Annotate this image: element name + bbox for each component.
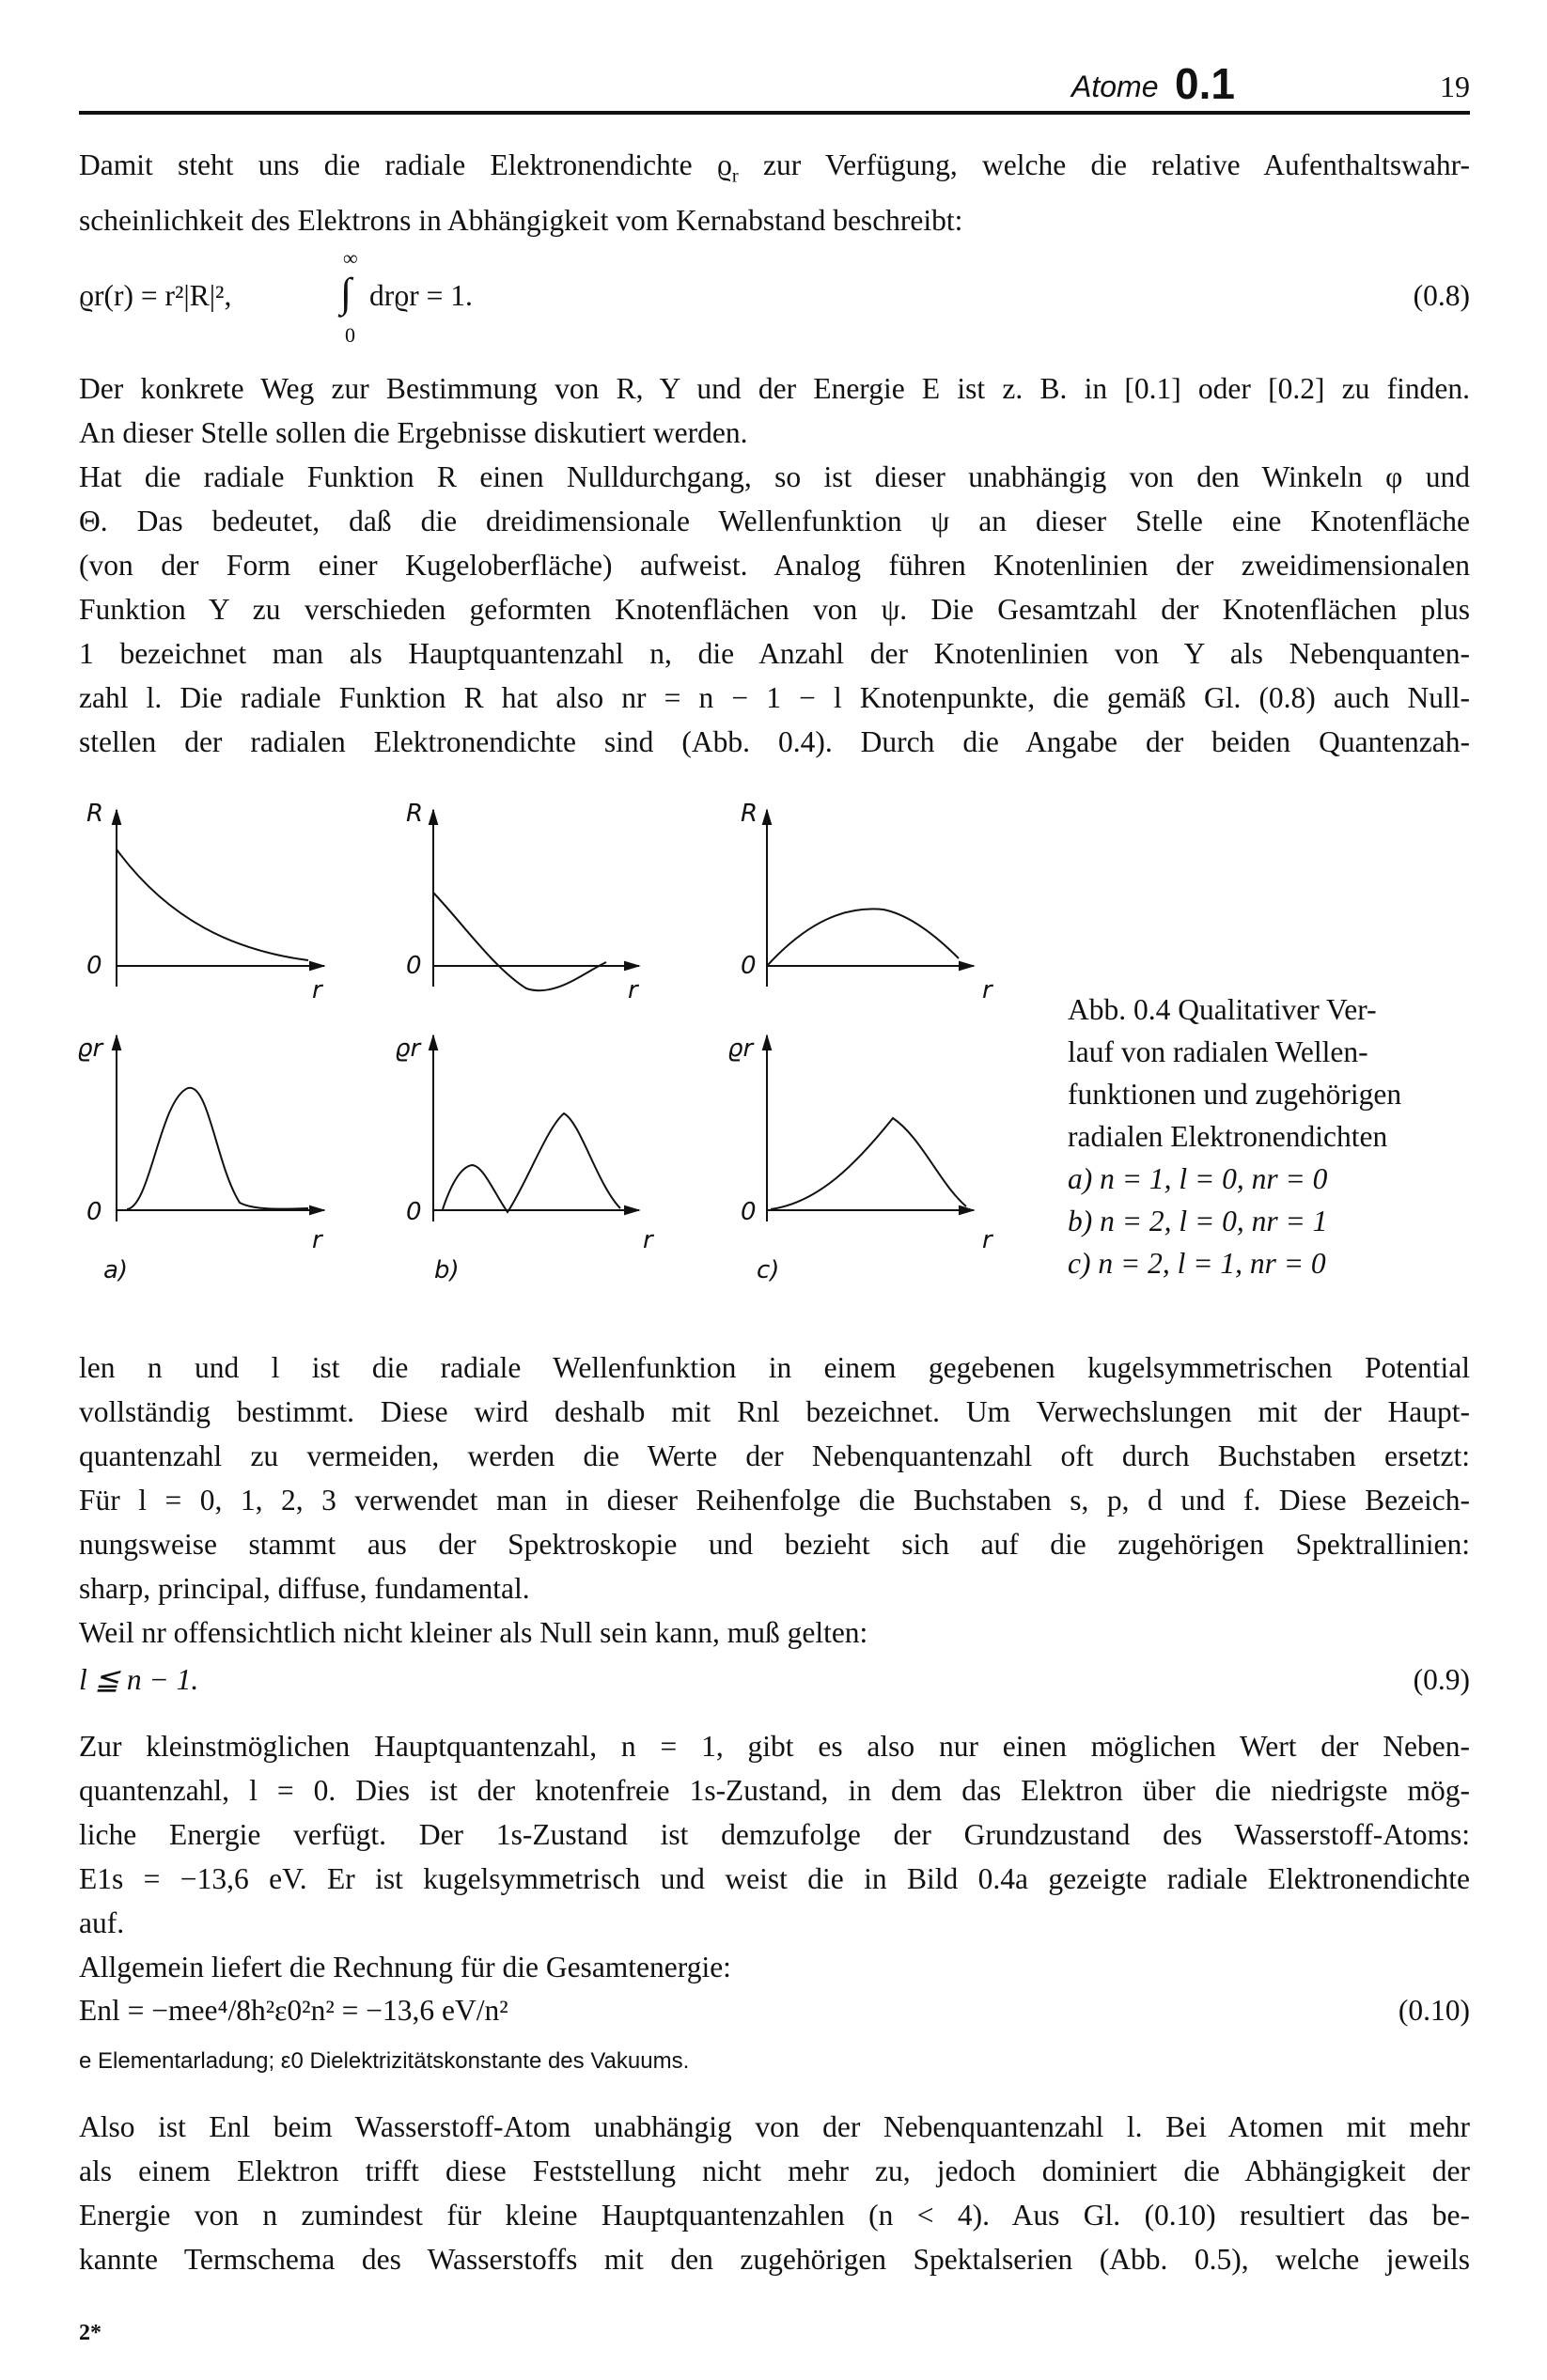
panel-label-c: c) xyxy=(757,1256,780,1284)
text-line: Der konkrete Weg zur Bestimmung von R, Y und der Energie E ist z. B. in [0.1] oder [0.2] zu finden. xyxy=(79,372,1470,405)
equation-number: (0.9) xyxy=(1413,1663,1470,1696)
paragraph-intro xyxy=(79,143,1470,242)
text-line: auf. xyxy=(79,1906,125,1939)
figure-caption xyxy=(1068,988,1472,1284)
text-line: Hat die radiale Funktion R einen Nulldurchgang, so ist dieser unabhängig von den Winkeln φ und xyxy=(79,460,1470,493)
equation-number: (0.8) xyxy=(1413,279,1470,312)
caption-line: a) n = 1, l = 0, nr = 0 xyxy=(1068,1162,1328,1195)
text-line: Θ. Das bedeutet, daß die dreidimensionale Wellenfunktion ψ an dieser Stelle eine Knotenfläche xyxy=(79,505,1470,537)
text-line: Weil nr offensichtlich nicht kleiner als Null sein kann, muß gelten: xyxy=(79,1616,868,1649)
caption-line: b) n = 2, l = 0, nr = 1 xyxy=(1068,1205,1328,1237)
text-line: scheinlichkeit des Elektrons in Abhängigkeit vom Kernabstand beschreibt: xyxy=(79,204,963,238)
label-zero: 0 xyxy=(406,1198,422,1226)
integral-sign: ∫ xyxy=(340,270,352,316)
paragraph-quantum-numbers xyxy=(79,1346,1470,1655)
page-number: 19 xyxy=(1440,70,1470,103)
header-rule xyxy=(79,111,1470,115)
paragraph-ground-state xyxy=(79,1724,1470,1989)
equation-0-9: l ≦ n − 1. xyxy=(79,1663,199,1696)
equation-0-10: Enl = −mee⁴/8h²ε0²n² = −13,6 eV/n² xyxy=(79,1994,508,2027)
label-r: r xyxy=(312,1226,322,1254)
text-line: 1 bezeichnet man als Hauptquantenzahl n, die Anzahl der Knotenlinien von Y als Nebenquanten- xyxy=(79,637,1470,670)
label-r: r xyxy=(628,976,638,1004)
paragraph-nodes xyxy=(79,366,1470,764)
text-line: Damit steht uns die radiale Elektronendichte $ϱ_r$ zur Verfügung, welche die relative Aufenthaltswahr- xyxy=(79,148,1470,187)
panel-label-b: b) xyxy=(434,1256,460,1284)
text-line: kannte Termschema des Wasserstoffs mit den zugehörigen Spektalserien (Abb. 0.5), welche jeweils xyxy=(79,2243,1470,2276)
curve-rho-c xyxy=(771,1118,966,1209)
label-R: R xyxy=(86,800,104,828)
text-line: E1s = −13,6 eV. Er ist kugelsymmetrisch und weist die in Bild 0.4a gezeigte radiale Elektronendichte xyxy=(79,1862,1470,1895)
section-number: 0.1 xyxy=(1175,59,1235,108)
text-line: quantenzahl zu vermeiden, werden die Werte der Nebenquantenzahl oft durch Buchstaben ersetzt: xyxy=(79,1439,1470,1472)
label-zero: 0 xyxy=(741,952,757,980)
label-zero: 0 xyxy=(406,952,422,980)
label-R: R xyxy=(406,800,424,828)
caption-line: funktionen und zugehörigen xyxy=(1068,1078,1402,1111)
curve-R-c xyxy=(767,909,959,966)
text-line: nungsweise stammt aus der Spektroskopie und bezieht sich auf die zugehörigen Spektrallinien: xyxy=(79,1528,1470,1561)
curve-rho-a xyxy=(127,1088,308,1209)
integrand: drϱr = 1. xyxy=(369,279,473,312)
signature-mark: 2* xyxy=(79,2321,102,2345)
caption-line: lauf von radialen Wellen- xyxy=(1068,1035,1368,1068)
panel-label-a: a) xyxy=(103,1256,129,1284)
text-line: Funktion Y zu verschieden geformten Knotenflächen von ψ. Die Gesamtzahl der Knotenflächen plus xyxy=(79,593,1470,626)
text-line: vollständig bestimmt. Diese wird deshalb mit Rnl bezeichnet. Um Verwechslungen mit der Haupt- xyxy=(79,1395,1470,1428)
text-line: (von der Form einer Kugeloberfläche) aufweist. Analog führen Knotenlinien der zweidimensionalen xyxy=(79,549,1470,582)
integral-upper-limit: ∞ xyxy=(343,246,358,270)
caption-line: Abb. 0.4 Qualitativer Ver- xyxy=(1068,993,1377,1026)
text-line: Für l = 0, 1, 2, 3 verwendet man in dieser Reihenfolge die Buchstaben s, p, d und f. Diese Bezeich- xyxy=(79,1484,1470,1517)
text-line: Allgemein liefert die Rechnung für die Gesamtenergie: xyxy=(79,1951,731,1983)
label-r: r xyxy=(643,1226,653,1254)
label-zero: 0 xyxy=(741,1198,757,1226)
text-line: len n und l ist die radiale Wellenfunktion in einem gegebenen kugelsymmetrischen Potential xyxy=(79,1351,1470,1384)
equation-lhs: ϱr(r) = r²|R|², xyxy=(79,279,232,312)
label-rho: ϱr xyxy=(77,1034,103,1063)
label-zero: 0 xyxy=(86,1198,102,1226)
text-line: Zur kleinstmöglichen Hauptquantenzahl, n = 1, gibt es also nur einen möglichen Wert der Neben- xyxy=(79,1730,1470,1763)
figure-0-4 xyxy=(66,789,1071,1315)
curve-R-a xyxy=(117,849,308,960)
curve-rho-b xyxy=(443,1113,620,1212)
running-header xyxy=(1071,58,1470,107)
panel-c xyxy=(767,810,974,1221)
label-rho: ϱr xyxy=(727,1034,754,1063)
text-line: liche Energie verfügt. Der 1s-Zustand ist demzufolge der Grundzustand des Wasserstoff-Atoms: xyxy=(79,1818,1470,1851)
text-line: Also ist Enl beim Wasserstoff-Atom unabhängig von der Nebenquantenzahl l. Bei Atomen mit mehr xyxy=(79,2110,1470,2143)
equation-number: (0.10) xyxy=(1398,1994,1470,2027)
label-r: r xyxy=(312,976,322,1004)
integral-lower-limit: 0 xyxy=(345,323,355,347)
text-line: Energie von n zumindest für kleine Hauptquantenzahlen (n < 4). Aus Gl. (0.10) resultiert das be- xyxy=(79,2199,1470,2232)
label-R: R xyxy=(741,800,758,828)
panel-a-labels xyxy=(77,800,324,1284)
panel-a xyxy=(117,810,324,1221)
text-line: quantenzahl, l = 0. Dies ist der knotenfreie 1s-Zustand, in dem das Elektron über die niedrigste mög- xyxy=(79,1774,1470,1807)
label-rho: ϱr xyxy=(395,1034,421,1063)
caption-line: c) n = 2, l = 1, nr = 0 xyxy=(1068,1247,1326,1280)
text-line: sharp, principal, diffuse, fundamental. xyxy=(79,1572,530,1605)
panel-b xyxy=(433,810,639,1221)
section-title: Atome xyxy=(1071,70,1159,103)
symbol-legend: e Elementarladung; ε0 Dielektrizitätskonstante des Vakuums. xyxy=(79,2048,690,2074)
text-line: An dieser Stelle sollen die Ergebnisse diskutiert werden. xyxy=(79,416,748,449)
curve-R-b xyxy=(433,893,606,990)
text-line: zahl l. Die radiale Funktion R hat also nr = n − 1 − l Knotenpunkte, die gemäß Gl. (0.8) auch Null- xyxy=(79,681,1470,714)
text-line: als einem Elektron trifft diese Feststellung nicht mehr zu, jedoch dominiert die Abhängigkeit der xyxy=(79,2154,1470,2187)
caption-line: radialen Elektronendichten xyxy=(1068,1120,1388,1153)
label-r: r xyxy=(982,1226,992,1254)
label-zero: 0 xyxy=(86,952,102,980)
text-line: stellen der radialen Elektronendichte sind (Abb. 0.4). Durch die Angabe der beiden Quantenzah- xyxy=(79,725,1470,758)
label-r: r xyxy=(982,976,992,1004)
paragraph-energy xyxy=(79,2105,1470,2281)
